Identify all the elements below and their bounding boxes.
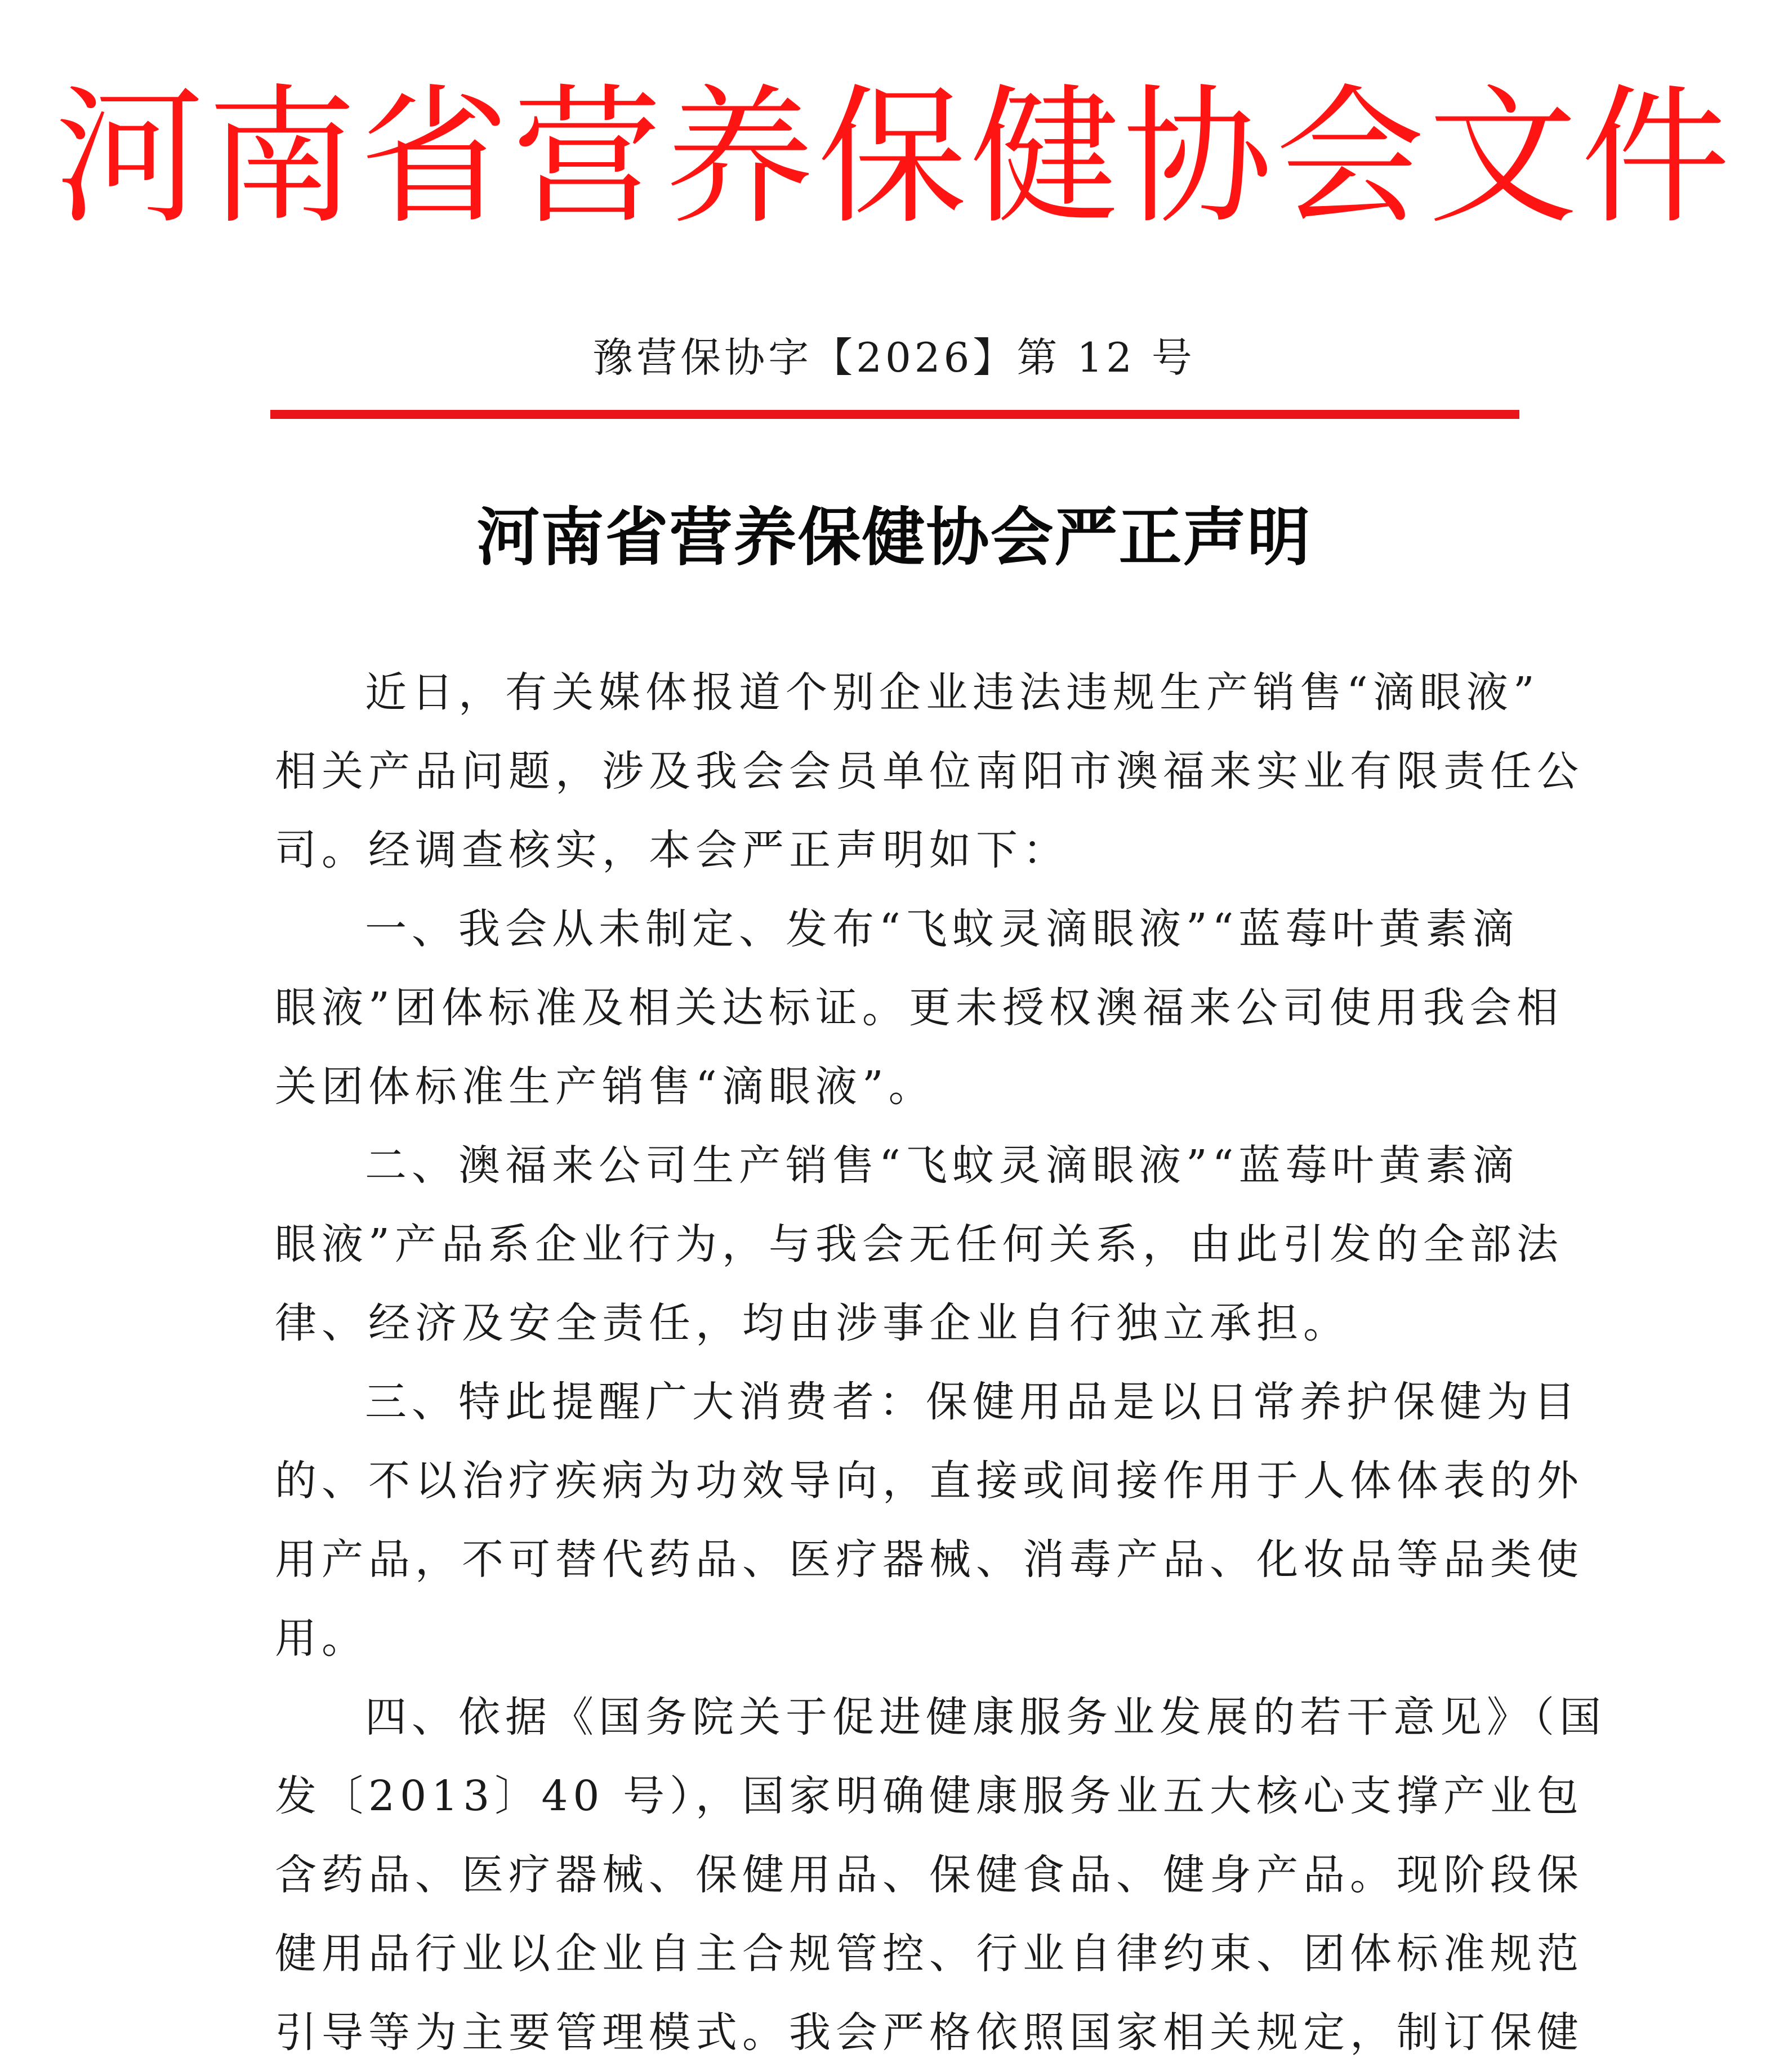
body-line: 相关产品问题，涉及我会会员单位南阳市澳福来实业有限责任公: [275, 747, 1584, 796]
body-line: 引导等为主要管理模式。我会严格依照国家相关规定，制订保健: [275, 2008, 1584, 2057]
body-line: 三、特此提醒广大消费者：保健用品是以日常养护保健为目: [365, 1378, 1580, 1426]
red-separator-rule: [270, 410, 1519, 419]
body-line: 四、依据《国务院关于促进健康服务业发展的若干意见》（国: [365, 1693, 1606, 1741]
body-line: 用。: [275, 1614, 368, 1663]
document-title: 河南省营养保健协会严正声明: [476, 501, 1312, 574]
body-line: 二、澳福来公司生产销售“飞蚊灵滴眼液”“蓝莓叶黄素滴: [365, 1141, 1519, 1190]
body-line: 含药品、医疗器械、保健用品、保健食品、健身产品。现阶段保: [275, 1851, 1584, 1899]
body-line: 一、我会从未制定、发布“飞蚊灵滴眼液”“蓝莓叶黄素滴: [365, 905, 1519, 953]
body-line: 发〔2013〕40 号），国家明确健康服务业五大核心支撑产业包: [275, 1772, 1584, 1820]
document-body: [275, 653, 1606, 2072]
org-header-title: 河南省营养保健协会文件: [55, 71, 1733, 244]
body-line: 用产品，不可替代药品、医疗器械、消毒产品、化妆品等品类使: [275, 1535, 1584, 1584]
body-line: 健用品行业以企业自主合规管控、行业自律约束、团体标准规范: [275, 1930, 1584, 1978]
body-line: 近日，有关媒体报道个别企业违法违规生产销售“滴眼液”: [365, 668, 1540, 717]
body-line: 眼液”团体标准及相关达标证。更未授权澳福来公司使用我会相: [275, 984, 1563, 1032]
body-line: 的、不以治疗疾病为功效导向，直接或间接作用于人体体表的外: [275, 1457, 1584, 1505]
body-line: 眼液”产品系企业行为，与我会无任何关系，由此引发的全部法: [275, 1220, 1563, 1269]
body-line: 司。经调查核实，本会严正声明如下：: [275, 826, 1069, 874]
document-number: 豫营保协字【2026】第 12 号: [592, 334, 1196, 381]
body-line: 关团体标准生产销售“滴眼液”。: [275, 1062, 935, 1111]
body-line: 律、经济及安全责任，均由涉事企业自行独立承担。: [275, 1299, 1350, 1347]
